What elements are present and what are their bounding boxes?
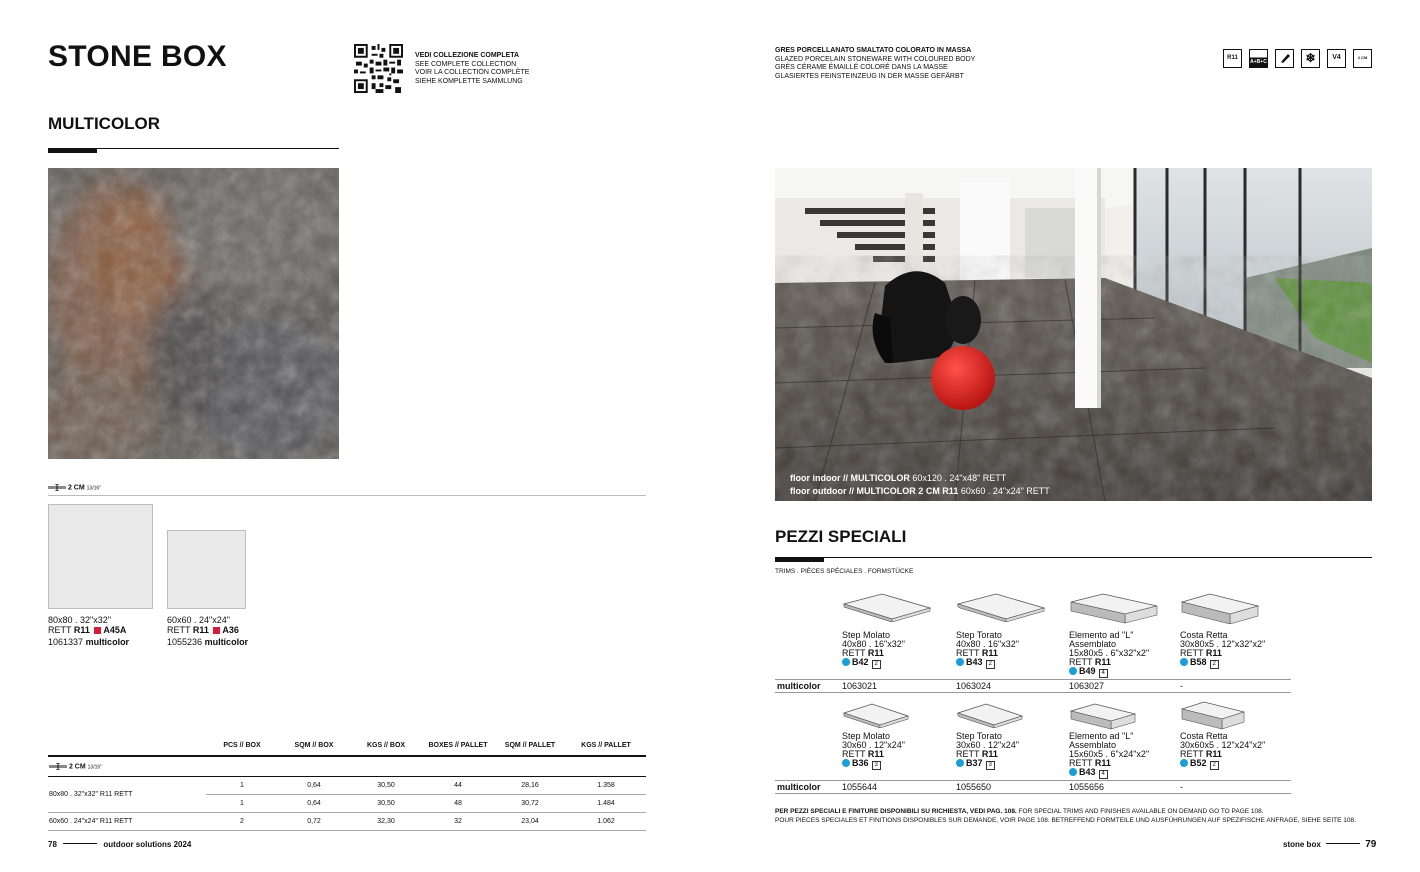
product-code-line: 1055236 multicolor [167,637,249,647]
col-header: KGS // PALLET [581,742,631,749]
row-color-label: multicolor [777,681,821,691]
row-rule [775,793,1291,794]
cell: 0,72 [278,813,350,831]
trim-code: B43 2 [956,658,1019,669]
v4-icon: V4 [1327,49,1346,68]
row-label: 60x60 . 24"x24" R11 RETT [48,813,206,831]
trim-rett: RETT R11 [1069,657,1111,667]
product-rett-line: RETT R11 A36 [167,625,239,635]
article-code: - [1180,681,1183,691]
row-rule [775,679,1291,680]
col-header: KGS // BOX [366,742,406,749]
cell: 23,04 [494,813,566,831]
section-label: 2 CM [68,763,86,771]
trim-size: 15x60x5 . 6"x24"x2" [1069,749,1150,759]
trim-size: 30x60x5 . 12"x24"x2" [1180,740,1266,750]
trim-name-2: Assemblato [1069,639,1117,649]
blue-dot-icon [956,759,964,767]
blue-dot-icon [842,658,850,666]
product-info-60x60 [167,615,248,647]
ambient-photo [775,168,1372,501]
cell: 48 [422,795,494,813]
trim-rett: RETT R11 [1180,749,1222,759]
trim-l-element-15x60 [1069,732,1149,779]
cell: 1 [206,795,278,813]
trim-code: B43 4 [1069,768,1149,779]
trim-rett: RETT R11 [1069,758,1111,768]
table-row [48,813,646,831]
thickness-icon [48,484,66,491]
step-torato-drawing [956,702,1024,728]
step-molato-drawing [842,702,910,728]
row-label: 80x80 . 32"x32" R11 RETT [48,777,206,813]
table-row [48,777,646,795]
qr-line-en: SEE COMPLETE COLLECTION [415,60,517,68]
divider [775,557,1372,558]
material-line-en: GLAZED PORCELAIN STONEWARE WITH COLOURED BODY [775,55,976,63]
table-header-row [48,740,646,756]
trim-name: Step Torato [956,630,1002,640]
thickness-badge-icon: 2 CM [1353,49,1372,68]
trim-code: B58 2 [1180,658,1265,669]
material-line-de: GLASIERTES FEINSTEINZEUG IN DER MASSE GEFÄRBT [775,72,964,80]
trim-name: Elemento ad "L" [1069,630,1134,640]
pen-icon [1275,49,1294,68]
cell: 28,16 [494,777,566,795]
l-element-drawing [1069,592,1159,624]
trim-name: Step Molato [842,731,891,741]
trim-step-torato-40x80 [956,631,1019,669]
thickness-fraction: 13/16" [86,485,101,492]
divider-accent [48,149,97,153]
red-square-icon [213,627,220,634]
material-line-it: GRES PORCELLANATO SMALTATO COLORATO IN MASSA [775,47,972,54]
qr-line-fr: VOIR LA COLLECTION COMPLÈTE [415,69,530,76]
trim-rett: RETT R11 [956,648,998,658]
cell: 30,72 [494,795,566,813]
note-line-1: PER PEZZI SPECIALI E FINITURE DISPONIBILI SU RICHIESTA, VEDI PAG. 108. FOR SPECIAL TRIMS AND FINISHES AVAILABLE ON DEMAND GO TO PAGE 108. [775,808,1264,815]
article-code: 1063021 [842,681,878,691]
footer-text: stone box [1283,840,1321,849]
section-fraction: 13/16" [87,764,102,771]
material-description [775,47,975,81]
trim-rett: RETT R11 [842,648,884,658]
trim-costa-retta-30x60 [1180,732,1265,770]
trim-size: 30x60 . 12"x24" [956,740,1019,750]
tile-swatch-multicolor [48,168,339,459]
trim-l-element-15x80 [1069,631,1149,678]
trim-code: B49 4 [1069,667,1149,678]
product-code-line: 1061337 multicolor [48,637,130,647]
trim-rett: RETT R11 [1180,648,1222,658]
blue-dot-icon [1069,667,1077,675]
trim-name: Costa Retta [1180,731,1228,741]
caption-line-1: floor indoor // MULTICOLOR 60x120 . 24"x48" RETT [790,473,1007,483]
trim-code: B42 2 [842,658,905,669]
interior-scene [775,168,1372,501]
col-header: BOXES // PALLET [428,742,488,749]
r11-icon: R11 [1223,49,1242,68]
caption-line-2: floor outdoor // MULTICOLOR 2 CM R11 60x60 . 24"x24" RETT [790,486,1050,496]
trim-name-2: Assemblato [1069,740,1117,750]
product-rett-line: RETT R11 A45A [48,625,127,635]
thickness-value: 2 CM [67,484,85,492]
blue-dot-icon [1180,759,1188,767]
cell: 32 [422,813,494,831]
product-info-80x80 [48,615,129,647]
step-molato-drawing [842,592,932,622]
cell: 30,50 [350,795,422,813]
l-element-drawing [1069,702,1137,730]
tile-60x60-preview [167,530,246,609]
article-code: - [1180,782,1183,792]
thickness-icon [49,763,67,770]
cell: 44 [422,777,494,795]
article-code: 1055644 [842,782,878,792]
trim-size: 40x80 . 16"x32" [842,639,905,649]
collection-link-text[interactable] [415,52,529,86]
blue-dot-icon [1069,768,1077,776]
photo-caption [790,472,1050,498]
qr-line-it: VEDI COLLEZIONE COMPLETA [415,52,520,59]
page-number: 79 [1365,839,1377,850]
trim-size: 15x80x5 . 6"x32"x2" [1069,648,1150,658]
cell: 0,64 [278,795,350,813]
cell: 2 [206,813,278,831]
pen-glyph [1278,51,1292,65]
footer-rule [1326,843,1360,844]
trim-step-torato-30x60 [956,732,1019,770]
article-code: 1063027 [1069,681,1105,691]
tile-80x80-preview [48,504,153,609]
trim-size: 40x80 . 16"x32" [956,639,1019,649]
article-code: 1063024 [956,681,992,691]
feature-icons [1223,49,1373,68]
blue-dot-icon [956,658,964,666]
special-pieces-subtitle: TRIMS . PIÈCES SPÉCIALES . FORMSTÜCKE [775,568,914,575]
trim-code: B37 3 [956,759,1019,770]
note-line-2: POUR PIECES SPECIALES ET FINITIONS DISPONIBLES SUR DEMANDE, VOIR PAGE 108. BETREFFEND FORMTEILE UND AUSFÜHRUNGEN AUF SPEZIFISCHE ANFRAGE, SIEHE SEITE 108. [775,816,1356,824]
trim-step-molato-30x60 [842,732,905,770]
footer-rule [63,843,97,844]
article-code: 1055656 [1069,782,1105,792]
color-subtitle: MULTICOLOR [48,114,161,133]
article-code: 1055650 [956,782,992,792]
material-line-fr: GRÈS CÉRAME ÉMAILLÉ COLORÉ DANS LA MASSE [775,64,948,71]
table-section-row [48,756,646,777]
costa-retta-drawing [1180,592,1260,624]
qr-line-de: SIEHE KOMPLETTE SAMMLUNG [415,77,523,85]
blue-dot-icon [1180,658,1188,666]
footer-text: outdoor solutions 2024 [103,840,192,849]
cell: 1.484 [566,795,646,813]
col-header: SQM // BOX [294,742,334,749]
left-footer [48,840,191,849]
packaging-table [48,740,646,831]
trim-name: Step Torato [956,731,1002,741]
trim-code: B52 2 [1180,759,1265,770]
abc-icon: A+B+C [1249,49,1268,68]
cell: 1.062 [566,813,646,831]
page-number: 78 [48,840,57,849]
trim-costa-retta-30x80 [1180,631,1265,669]
row-rule [775,692,1291,693]
trim-code: B36 3 [842,759,905,770]
cell: 30,50 [350,777,422,795]
col-header: PCS // BOX [223,742,261,749]
frost-icon: ❄ [1301,49,1320,68]
special-pieces-title: PEZZI SPECIALI [775,527,907,546]
product-size: 60x60 . 24"x24" [167,615,230,625]
costa-retta-drawing [1180,700,1246,730]
cell: 0,64 [278,777,350,795]
trim-name: Elemento ad "L" [1069,731,1134,741]
row-color-label: multicolor [777,782,821,792]
special-pieces-note [775,808,1385,825]
blue-dot-icon [842,759,850,767]
trim-rett: RETT R11 [956,749,998,759]
trim-size: 30x80x5 . 12"x32"x2" [1180,639,1266,649]
page-title: STONE BOX [48,40,227,73]
thickness-label [48,484,101,491]
swatch-texture [48,168,339,459]
right-footer [1283,839,1376,850]
trim-step-molato-40x80 [842,631,905,669]
trim-name: Step Molato [842,630,891,640]
red-square-icon [94,627,101,634]
cell: 1 [206,777,278,795]
trim-rett: RETT R11 [842,749,884,759]
divider [48,495,646,496]
trim-size: 30x60 . 12"x24" [842,740,905,750]
cell: 32,30 [350,813,422,831]
row-rule [775,780,1291,781]
product-size: 80x80 . 32"x32" [48,615,111,625]
trim-name: Costa Retta [1180,630,1228,640]
col-header: SQM // PALLET [504,742,556,749]
step-torato-drawing [956,592,1046,622]
divider-accent [775,558,824,562]
qr-code-icon[interactable] [354,44,403,93]
cell: 1.358 [566,777,646,795]
